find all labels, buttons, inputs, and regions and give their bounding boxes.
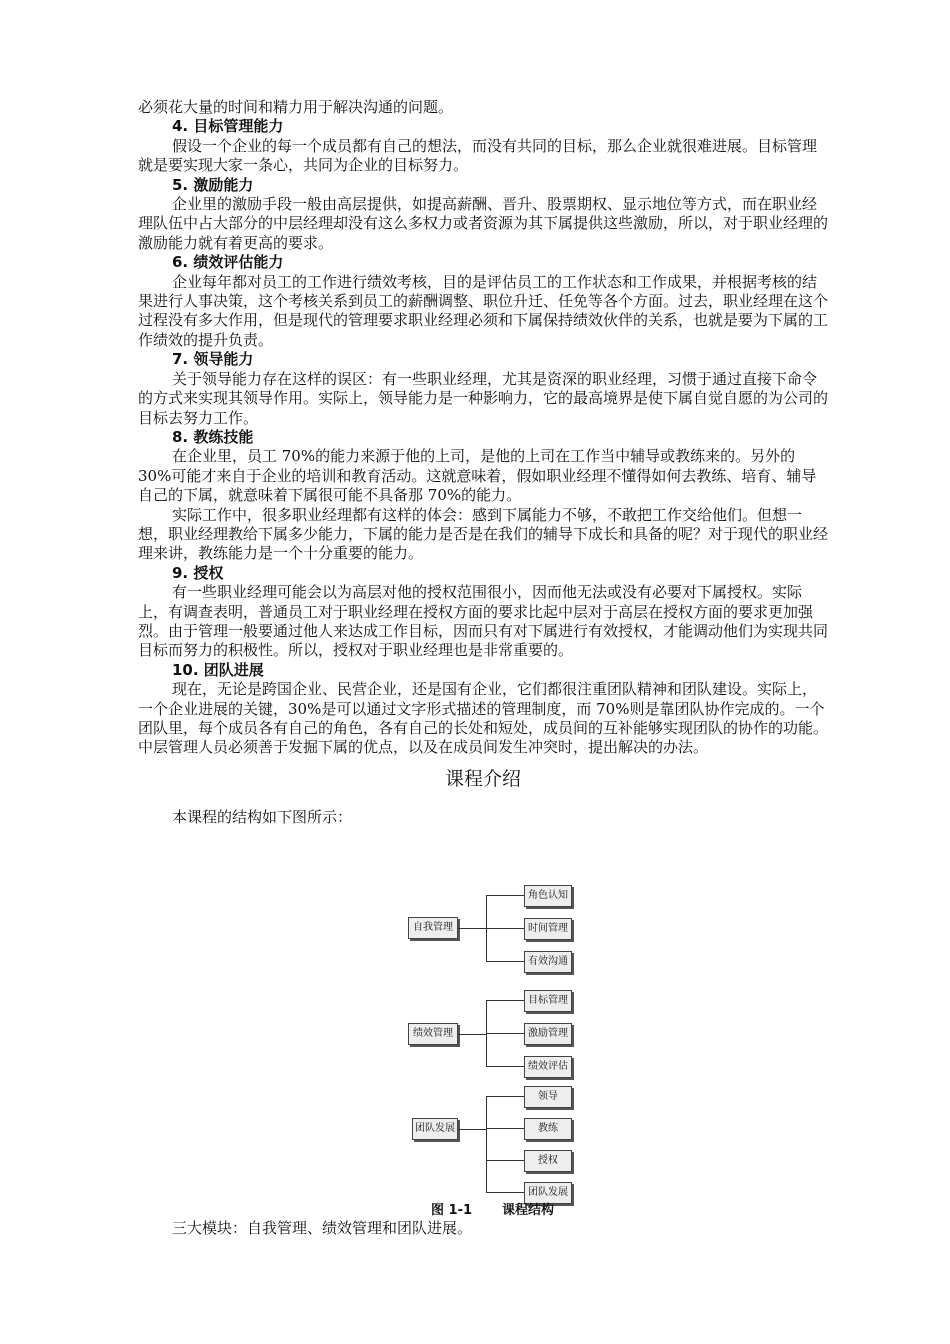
connector-line <box>486 1128 524 1129</box>
diagram-group-box: 团队发展 <box>412 1118 458 1140</box>
section-paragraph: 现在，无论是跨国企业、民营企业，还是国有企业，它们都很注重团队精神和团队建设。实际上，一个企业进展的关键，30%是可以通过文字形式描述的管理制度，而 70%则是靠团队协作完成的。一个团队里，每个成员各有自己的角色，各有自己的长处和短处，成员间的互补能够实现团队的协作的功能。中层管理人员必须善于发掘下属的优点，以及在成员间发生冲突时，提出解决的办法。 <box>138 680 829 757</box>
section-heading: 9. 授权 <box>172 563 224 582</box>
diagram-group-box: 自我管理 <box>408 917 458 939</box>
document-page <box>138 98 828 1239</box>
section-paragraph: 实际工作中，很多职业经理都有这样的体会：感到下属能力不够，不敢把工作交给他们。但想一想，职业经理教给下属多少能力，下属的能力是否是在我们的辅导下成长和具备的呢？对于现代的职业经理来讲，教练能力是一个十分重要的能力。 <box>138 505 829 563</box>
connector-line <box>458 1034 486 1035</box>
diagram-child-box: 绩效评估 <box>524 1056 572 1078</box>
section-paragraph: 企业每年都对员工的工作进行绩效考核，目的是评估员工的工作状态和工作成果，并根据考核的结果进行人事决策，这个考核关系到员工的薪酬调整、职位升迁、任免等各个方面。过去，职业经理在这个过程没有多大作用，但是现代的管理要求职业经理必须和下属保持绩效伙伴的关系，也就是要为下属的工作绩效的提升负责。 <box>138 272 829 349</box>
diagram-child-box: 激励管理 <box>524 1023 572 1045</box>
connector-line <box>486 1000 524 1001</box>
course-title: 课程介绍 <box>444 767 521 790</box>
diagram-child-box: 团队发展 <box>524 1182 572 1204</box>
section-heading: 5. 激励能力 <box>172 175 254 194</box>
connector-line <box>486 961 524 962</box>
connector-line <box>486 1160 524 1161</box>
connector-line <box>486 895 524 896</box>
diagram-child-box: 授权 <box>524 1150 572 1172</box>
course-structure-diagram <box>138 833 828 1199</box>
connector-line <box>458 928 486 929</box>
diagram-child-box: 目标管理 <box>524 990 572 1012</box>
summary-text: 三大模块：自我管理、绩效管理和团队进展。 <box>172 1219 473 1238</box>
diagram-child-box: 角色认知 <box>524 885 572 907</box>
connector-line <box>458 1129 486 1130</box>
figure-caption <box>431 1201 554 1220</box>
connector-line <box>486 928 524 929</box>
diagram-child-box: 领导 <box>524 1086 572 1108</box>
diagram-child-box: 时间管理 <box>524 918 572 940</box>
section-paragraph: 关于领导能力存在这样的误区：有一些职业经理，尤其是资深的职业经理，习惯于通过直接下命令的方式来实现其领导作用。实际上，领导能力是一种影响力，它的最高境界是使下属自觉自愿的为公司的目标去努力工作。 <box>138 369 829 427</box>
connector-line <box>486 1033 524 1034</box>
section-heading: 7. 领导能力 <box>172 350 254 369</box>
section-paragraph: 企业里的激励手段一般由高层提供，如提高薪酬、晋升、股票期权、显示地位等方式，而在职业经理队伍中占大部分的中层经理却没有这么多权力或者资源为其下属提供这些激励，所以，对于职业经理的激励能力就有着更高的要求。 <box>138 195 829 252</box>
figure-title: 课程结构 <box>502 1203 555 1219</box>
figure-number: 图 1-1 <box>431 1203 473 1219</box>
intro-tail-text: 必须花大量的时间和精力用于解决沟通的问题。 <box>138 98 454 116</box>
course-intro-text: 本课程的结构如下图所示： <box>172 807 353 826</box>
connector-line <box>486 1096 524 1097</box>
section-heading: 10. 团队进展 <box>172 660 264 679</box>
section-heading: 8. 教练技能 <box>172 427 254 446</box>
diagram-group-box: 绩效管理 <box>408 1023 458 1045</box>
section-paragraph: 在企业里，员工 70%的能力来源于他的上司，是他的上司在工作当中辅导或教练来的。另外的 30%可能才来自于企业的培训和教育活动。这就意味着，假如职业经理不懂得如何去教练、培育、辅导自己的下属，就意味着下属很可能不具备那 70%的能力。 <box>138 447 817 505</box>
section-paragraph: 有一些职业经理可能会以为高层对他的授权范围很小，因而他无法或没有必要对下属授权。实际上，有调查表明，普通员工对于职业经理在授权方面的要求比起中层对于高层在授权方面的要求更加强烈。由于管理一般要通过他人来达成工作目标，因而只有对下属进行有效授权，才能调动他们为实现共同目标而努力的积极性。所以，授权对于职业经理也是非常重要的。 <box>138 583 829 660</box>
diagram-child-box: 教练 <box>524 1118 572 1140</box>
section-heading: 6. 绩效评估能力 <box>172 253 284 272</box>
diagram-child-box: 有效沟通 <box>524 951 572 973</box>
figure-caption-row <box>138 1193 828 1227</box>
section-heading: 4. 目标管理能力 <box>172 117 284 136</box>
section-paragraph: 假设一个企业的每一个成员都有自己的想法，而没有共同的目标，那么企业就很难进展。目标管理就是要实现大家一条心，共同为企业的目标努力。 <box>138 136 818 175</box>
connector-line <box>486 1096 487 1193</box>
connector-line <box>486 1066 524 1067</box>
